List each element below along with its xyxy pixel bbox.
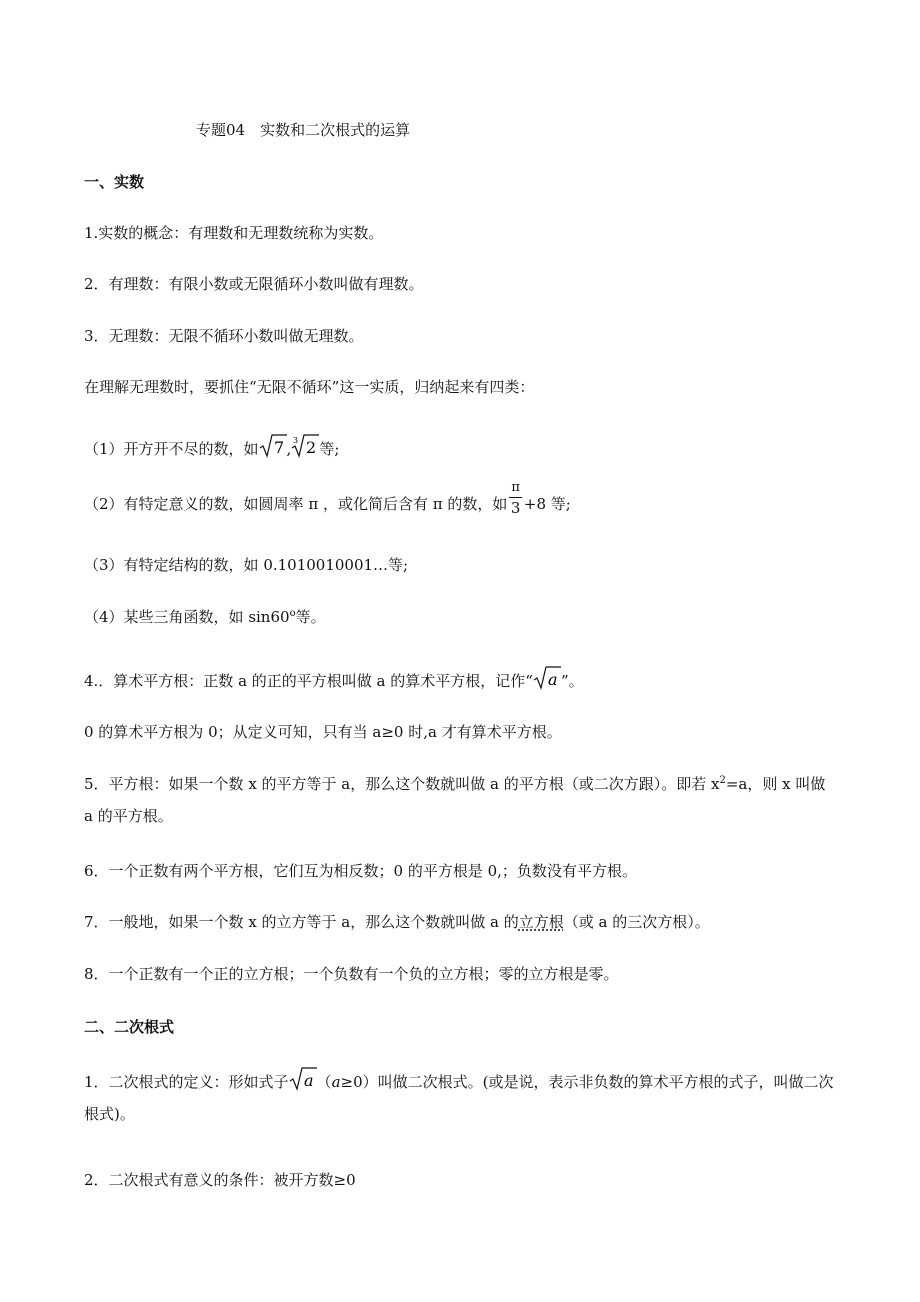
- cube-root-end: （或 a 的三次方根）。: [563, 913, 710, 931]
- square-root-end: =a，则 x 叫做 a 的平方根。: [84, 775, 826, 825]
- paragraph-positive-roots: 6．一个正数有两个平方根，它们互为相反数；0 的平方根是 0,；负数没有平方根。: [84, 862, 637, 880]
- degree-mark: o: [289, 608, 296, 619]
- category-2: [84, 480, 836, 517]
- pi-over-3-fraction: [509, 481, 522, 515]
- paragraph-cube-root: [84, 912, 836, 932]
- paragraph-radical-definition: [84, 1066, 836, 1130]
- paragraph-irrational-categories: 在理解无理数时，要抓住“无限不循环”这一实质，归纳起来有四类：: [84, 378, 535, 396]
- category-4-text: （4）某些三角函数，如 sin60: [84, 608, 290, 626]
- fraction-numerator: π: [509, 481, 522, 498]
- variable-a: a: [331, 1073, 341, 1091]
- section-heading-quadratic-radicals: 二、二次根式: [84, 1018, 175, 1036]
- category-1-text: （1）开方开不尽的数，如: [84, 440, 259, 458]
- paragraph-cube-root-signs: 8．一个正数有一个正的立方根；一个负数有一个负的立方根；零的立方根是零。: [84, 965, 619, 983]
- category-1-end: 等;: [319, 440, 340, 458]
- definition-text: 1．二次根式的定义：形如式子: [84, 1073, 289, 1091]
- paragraph-rational-number: 2．有理数：有限小数或无限循环小数叫做有理数。: [84, 275, 424, 293]
- section-heading-real-numbers: 一、实数: [84, 173, 145, 191]
- arith-root-end: ”。: [560, 672, 584, 690]
- sqrt-a-definition-radical: [289, 1067, 317, 1091]
- sqrt-7-radical: [259, 434, 287, 458]
- category-4-end: 等。: [295, 608, 326, 626]
- paragraph-real-number-concept: 1.实数的概念：有理数和无理数统称为实数。: [84, 224, 384, 242]
- sqrt-a-definition-value: a: [303, 1071, 314, 1090]
- open-paren: （: [316, 1073, 332, 1091]
- cube-root-text: 7．一般地，如果一个数 x 的立方等于 a，那么这个数就叫做 a 的: [84, 913, 519, 931]
- paragraph-arithmetic-square-root: [84, 666, 836, 691]
- cbrt-2-radical: [291, 434, 319, 458]
- cube-root-term: 立方根: [518, 913, 564, 931]
- paragraph-zero-root: 0 的算术平方根为 0；从定义可知，只有当 a≥0 时,a 才有算术平方根。: [84, 723, 562, 741]
- square-root-text: 5．平方根：如果一个数 x 的平方等于 a，那么这个数就叫做 a 的平方根（或二次方跟）。即若 x: [84, 775, 720, 793]
- category-2-text: （2）有特定意义的数，如圆周率 π ，或化简后含有 π 的数，如: [84, 495, 508, 513]
- paragraph-irrational-number: 3．无理数：无限不循环小数叫做无理数。: [84, 327, 364, 345]
- category-4: [84, 607, 836, 627]
- category-2-end: +8 等;: [523, 495, 571, 513]
- fraction-denominator: 3: [510, 499, 521, 517]
- page-title: 专题04 实数和二次根式的运算: [196, 121, 411, 139]
- paragraph-radical-condition: 2．二次根式有意义的条件：被开方数≥0: [84, 1171, 356, 1189]
- sqrt-7-value: 7: [273, 438, 284, 457]
- category-1: [84, 434, 836, 459]
- paragraph-square-root: [84, 768, 836, 832]
- cbrt-index: 3: [293, 436, 299, 445]
- category-3: （3）有特定结构的数，如 0.1010010001…等;: [84, 556, 409, 574]
- cbrt-2-value: 2: [306, 438, 317, 457]
- comma: ,: [286, 440, 292, 458]
- sqrt-a-radical: [533, 666, 561, 690]
- arith-root-text: 4.．算术平方根：正数 a 的正的平方根叫做 a 的算术平方根，记作“: [84, 672, 533, 690]
- exponent-2: 2: [719, 775, 726, 786]
- definition-end: ≥0）叫做二次根式。(或是说，表示非负数的算术平方根的式子，叫做二次根式)。: [84, 1073, 834, 1123]
- sqrt-a-value: a: [547, 670, 558, 689]
